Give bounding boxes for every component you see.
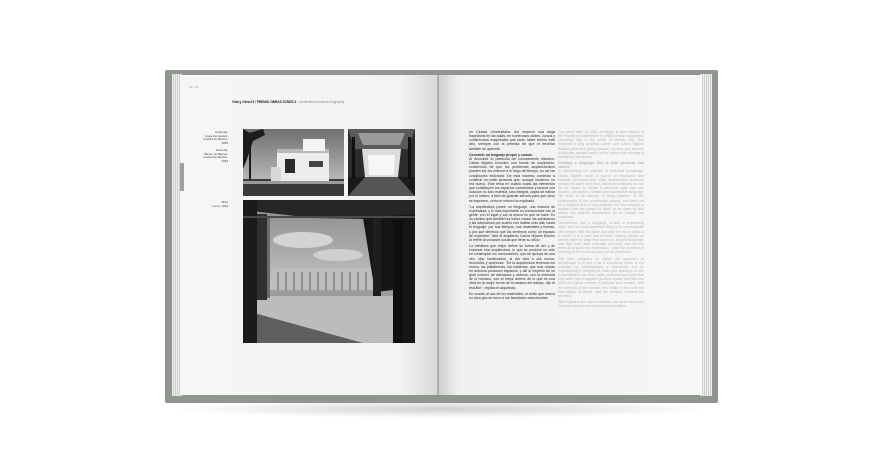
photo-caption-1: Izquierda, Casa Fernández, Ciudad de México, 1955 xyxy=(203,130,228,145)
spanish-paragraph: Al descubrir el potencial del conocimiento histórico, Carlos Mijares encontró una fuente de inspiración, convencido de que los problemas arquitectónicos pueden ser los mismos a lo largo del tiempo, no así las condiciones históricas. De esta manera, comenzó a construir un estilo personal que, aunque moderno, no era nuevo. Este tema en cuanto todas las elementos que constituyen los espacios construidos y buscar una solución no sólo estética, sino integral, capaz de hablar por sí mismo, a bien de guardar silencio para que otros se expresen, como el mismo ha explicado. xyxy=(469,156,555,203)
spanish-paragraph: en Ciudad Universitaria. Así empezó una larga trayectoria en las aulas; en numerosas clases, cursos y conferencias magistrales que pudo haber tenido este año, siempre con la premisa de que el enseñar también se aprende. xyxy=(469,130,555,151)
photo-house xyxy=(243,129,344,196)
english-paragraph: In discovering the potential of historical knowledge, Carlos Mijares found a source of inspiration and became convinced that while architectural problems remain the same over time, historical conditions do not. So he began to create a personal style that was modern, yet spoke a simple clear accessible language. His work is an attempt to bring together all the components of the constructed spaces, and seek not for a solution that is only aesthetic but also integral, a solution that can speak for itself, or be silent so that others can express themselves, as he himself has explained. xyxy=(558,169,644,220)
running-head-subtitle: · Architectural mexican biography xyxy=(297,100,345,104)
running-head-title: Vida y Obra 03 / PREMIO OBRAS ZONES 3 xyxy=(232,100,297,104)
section-tab xyxy=(180,163,184,191)
spanish-paragraph: "La arquitectura posee un lenguaje, una manera de expresarse, y lo más importante es comunicarse con la gente, con el lugar y con la época en que se hace. Es un camino que también es hacer cosas; las admiramos y las admiramos por cuanto nos hablan más allá; hasta el lenguaje, por sus tiempos, sus materiales y formas, y por qué decimos que los sentimos como un espacio de expresión" dice el arquitecto Carlos Mijares Bracho al referir la vocación social que tiene su oficio. xyxy=(469,204,555,242)
photo-caption-3: Villas Loma, 1964 xyxy=(212,200,228,208)
english-paragraph: Two years later, in 1956, he began to give classes at the Faculty of Architecture in UNAM newly inaugurated University City in the south of Mexico City. This launched a long teaching career, and Carlos Mijares Bracho continues giving classes, courses and lectures to this day, always based on the notion that teaching is something one learns. xyxy=(558,130,644,159)
photo-caption-2: Derecha, Banco de Bienes, Ciudad de México, 1963 xyxy=(203,148,228,163)
photo-portico xyxy=(243,200,415,343)
spanish-paragraph: La metáfora que mejor define su forma de ser y de expresar una arquitectura, lo que se produce no sólo en contemplar los monumentos, que se aprecia de una vez, sino haciéndolos, al dar vida a sus muros, recorridos y aperturas. "En la arquitectura tenemos los muros, las plataformas, los cubiertas, que solo unidas en armonía producen espacios, y allí el empeño de un gran número de artesanos y obreros, con la memoria de lo humano, con el mejor anhelo de lo que es una obra en la mejor forma de la estatua del trabajo, dijo el escultor", explica el arquitecto. xyxy=(469,244,555,290)
running-head xyxy=(232,100,344,104)
english-column xyxy=(558,130,644,310)
page-number: 20 / 21 xyxy=(189,85,199,89)
spanish-column xyxy=(469,130,555,302)
english-paragraph: The best metaphor to define his approach to architecture is to see it as a symphony which is not revealed by contemplating a monument, but by experiencing it, bringing its walls and openings to life. In architecture we have walls, platforms and roofs that only when joined together produce space, and then the effort of a great number of artisans and workers, with the memory of the human, who make of the work the best statue of labour, said the sculptor, explains the architect. xyxy=(558,256,644,298)
spanish-heading: Construir un lenguaje propio y común xyxy=(469,152,533,157)
english-paragraph: "Architecture has a language, a way of expressing itself, and the most important thing is to communicate with people, with the place and with the era in which it is made. It is a path that involves making things; we admire them for what they say to us, beyond language, with their time, their materials and form, and we feel them as a space for expression," says the architect in referring to the social vocation of his profession. xyxy=(558,221,644,255)
english-paragraph: With regard to the use of materials, the style that marks his work revolves around structural faculties xyxy=(558,300,644,309)
photo-interior xyxy=(348,129,415,196)
book-gutter xyxy=(437,75,439,395)
spanish-paragraph: En cuanto al uso de los materiales, el estilo que marca su obra gira en torno a las facultades estructurales xyxy=(469,291,555,300)
english-heading: Creating a language that is both personal and shared xyxy=(558,161,644,170)
